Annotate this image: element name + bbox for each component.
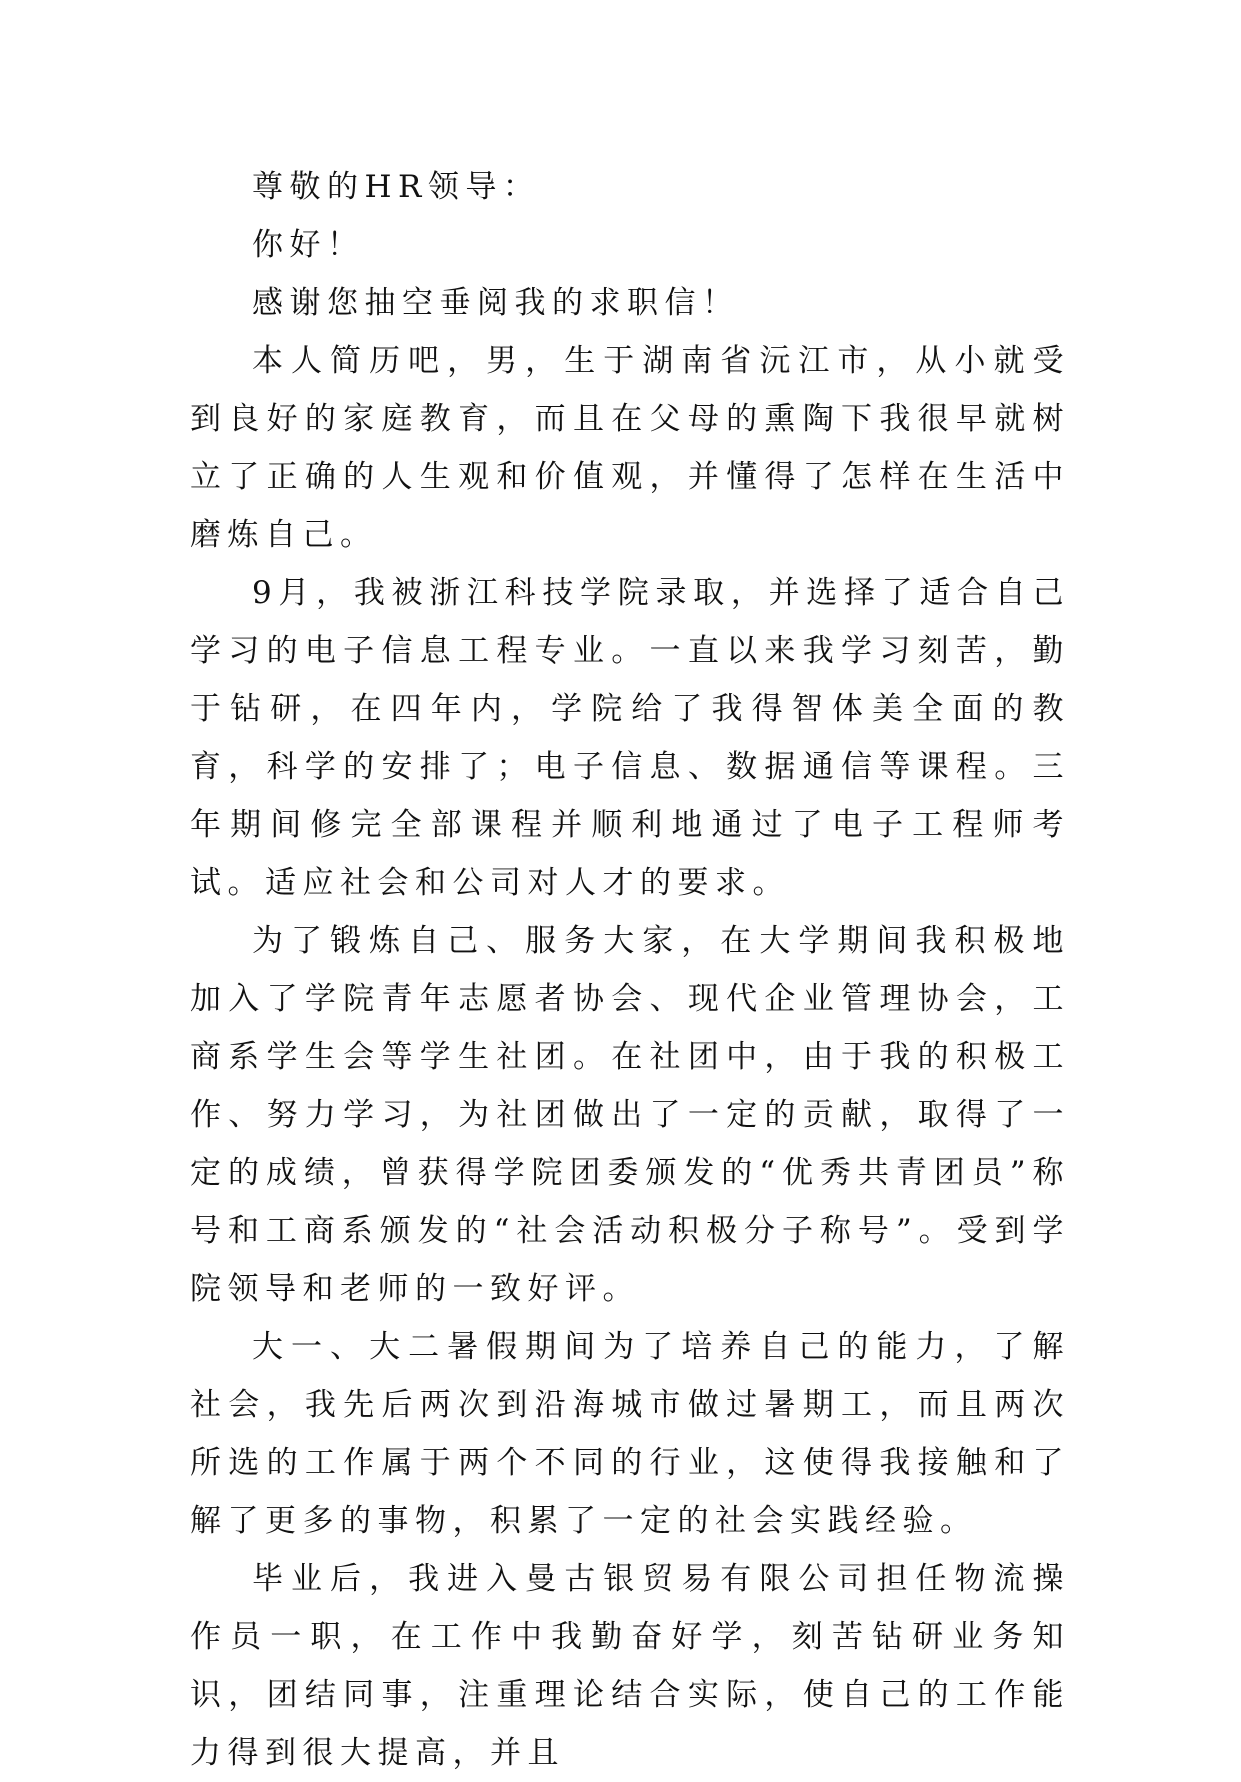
- letter-body: [190, 158, 1070, 1782]
- greeting: 你好！: [252, 227, 365, 263]
- paragraph-education: 9月，我被浙江科技学院录取，并选择了适合自己学习的电子信息工程专业。一直以来我学习刻苦，勤于钻研，在四年内，学院给了我得智体美全面的教育，科学的安排了；电子信息、数据通信等课程。三年期间修完全部课程并顺利地通过了电子工程师考试。适应社会和公司对人才的要求。: [190, 575, 1070, 901]
- paragraph-background: 本人简历吧，男，生于湖南省沅江市，从小就受到良好的家庭教育，而且在父母的熏陶下我很早就树立了正确的人生观和价值观，并懂得了怎样在生活中磨炼自己。: [190, 343, 1070, 553]
- thanks-line: 感谢您抽空垂阅我的求职信！: [252, 285, 740, 321]
- paragraph-summer-work: 大一、大二暑假期间为了培养自己的能力，了解社会，我先后两次到沿海城市做过暑期工，而且两次所选的工作属于两个不同的行业，这使得我接触和了解了更多的事物，积累了一定的社会实践经验。: [190, 1329, 1070, 1539]
- salutation: 尊敬的HR领导：: [252, 169, 541, 205]
- paragraph-activities: 为了锻炼自己、服务大家，在大学期间我积极地加入了学院青年志愿者协会、现代企业管理协会，工商系学生会等学生社团。在社团中，由于我的积极工作、努力学习，为社团做出了一定的贡献，取得了一定的成绩，曾获得学院团委颁发的“优秀共青团员”称号和工商系颁发的“社会活动积极分子称号”。受到学院领导和老师的一致好评。: [190, 923, 1070, 1307]
- paragraph-employment: 毕业后，我进入曼古银贸易有限公司担任物流操作员一职，在工作中我勤奋好学，刻苦钻研业务知识，团结同事，注重理论结合实际，使自己的工作能力得到很大提高，并且: [190, 1561, 1070, 1771]
